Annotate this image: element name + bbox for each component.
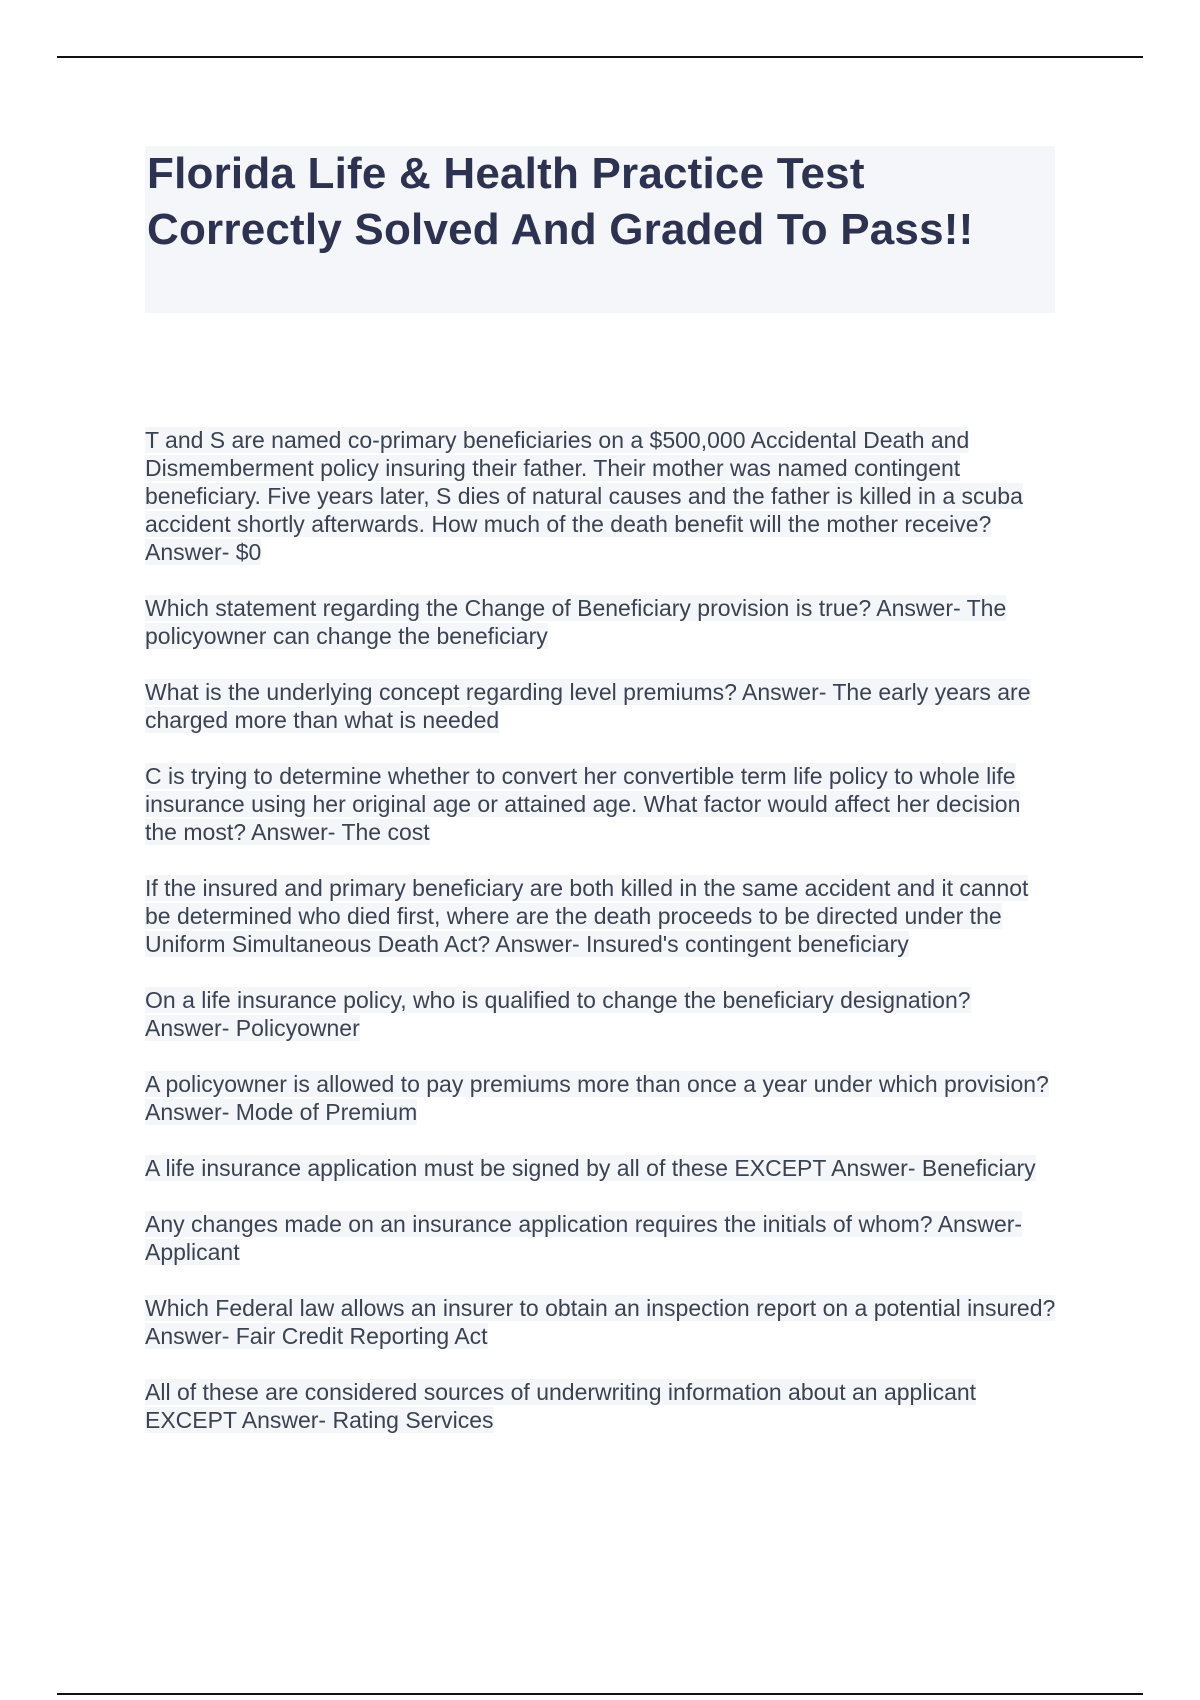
list-item [145, 1154, 1057, 1182]
list-item [145, 1070, 1057, 1126]
list-item [145, 1294, 1057, 1350]
list-item [145, 426, 1057, 566]
list-item [145, 874, 1057, 958]
list-item [145, 1378, 1057, 1434]
list-item [145, 762, 1057, 846]
list-item [145, 986, 1057, 1042]
list-item [145, 594, 1057, 650]
list-item [145, 678, 1057, 734]
question-list [145, 426, 1057, 1462]
question-answer-text: All of these are considered sources of underwriting information about an applicant EXCEPT Answer- Rating Services [145, 1379, 977, 1433]
question-answer-text: Which Federal law allows an insurer to obtain an inspection report on a potential insured? Answer- Fair Credit Reporting Act [145, 1295, 1056, 1349]
question-answer-text: If the insured and primary beneficiary are both killed in the same accident and it cannot be determined who died first, where are the death proceeds to be directed under the Uniform Simultaneous Death Act? Answer- Insured's contingent beneficiary [145, 875, 1029, 957]
document-title: Florida Life & Health Practice Test Correctly Solved And Graded To Pass!! [147, 149, 974, 254]
question-answer-text: A policyowner is allowed to pay premiums more than once a year under which provision? Answer- Mode of Premium [145, 1071, 1049, 1125]
question-answer-text: C is trying to determine whether to convert her convertible term life policy to whole life insurance using her original age or attained age. What factor would affect her decision the most? Answer- The cost [145, 763, 1021, 845]
question-answer-text: Which statement regarding the Change of Beneficiary provision is true? Answer- The policyowner can change the beneficiary [145, 595, 1007, 649]
question-answer-text: On a life insurance policy, who is qualified to change the beneficiary designation? Answer- Policyowner [145, 987, 971, 1041]
question-answer-text: T and S are named co-primary beneficiaries on a $500,000 Accidental Death and Dismemberment policy insuring their father. Their mother was named contingent beneficiary. Five years later, S dies of natural causes and the father is killed in a scuba accident shortly afterwards. How much of the death benefit will the mother receive? Answer- $0 [145, 427, 1023, 565]
title-block [145, 146, 1055, 313]
question-answer-text: Any changes made on an insurance application requires the initials of whom? Answer- Applicant [145, 1211, 1023, 1265]
bottom-divider [57, 1693, 1143, 1695]
question-answer-text: A life insurance application must be signed by all of these EXCEPT Answer- Beneficiary [145, 1155, 1036, 1181]
top-divider [57, 56, 1143, 58]
question-answer-text: What is the underlying concept regarding level premiums? Answer- The early years are charged more than what is needed [145, 679, 1031, 733]
list-item [145, 1210, 1057, 1266]
